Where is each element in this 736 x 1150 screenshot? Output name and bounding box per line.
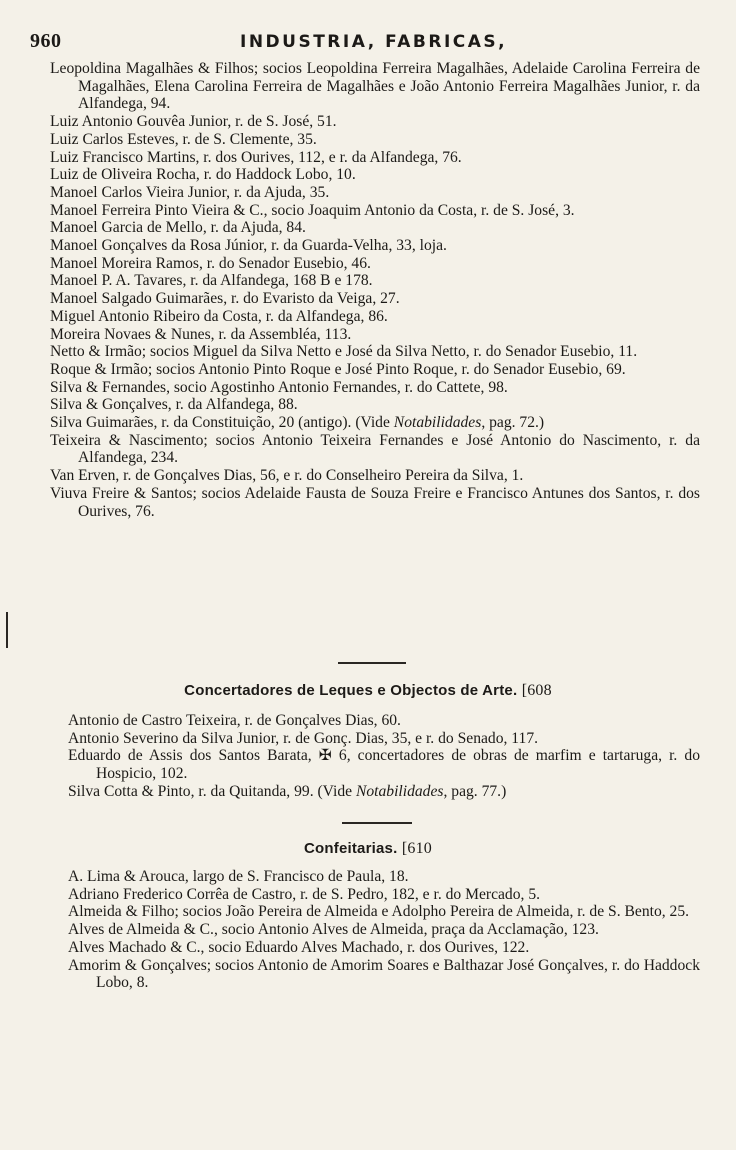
list-item: Silva & Gonçalves, r. da Alfandega, 88. (50, 396, 298, 414)
list-item: Manoel Ferreira Pinto Vieira & C., socio Joaquim Antonio da Costa, r. de S. José, 3. (50, 201, 575, 219)
list-item: Antonio de Castro Teixeira, r. de Gonçalves Dias, 60. (68, 712, 401, 729)
list-item: Manoel Salgado Guimarães, r. do Evaristo da Veiga, 27. (50, 290, 400, 308)
list-item: Viuva Freire & Santos; socios Adelaide Fausta de Souza Freire e Francisco Antunes dos Santos, r. dos Ourives, 76. (50, 484, 700, 520)
list-item: Manoel Gonçalves da Rosa Júnior, r. da Guarda-Velha, 33, loja. (50, 237, 447, 255)
list-item: Teixeira & Nascimento; socios Antonio Teixeira Fernandes e José Antonio do Nascimento, r. da Alfandega, 234. (50, 431, 700, 467)
list-item: Leopoldina Magalhães & Filhos; socios Leopoldina Ferreira Magalhães, Adelaide Carolina Ferreira de Magalhães, Elena Carolina Ferreira de Magalhães e João Antonio Ferreira Magalhães Junior, r. da Alfandega, 94. (50, 60, 700, 113)
list-item: A. Lima & Arouca, largo de S. Francisco de Paula, 18. (68, 868, 409, 885)
list-item: Amorim & Gonçalves; socios Antonio de Amorim Soares e Balthazar José Gonçalves, r. do Haddock Lobo, 8. (68, 956, 700, 992)
list-item: Manoel Carlos Vieira Junior, r. da Ajuda, 35. (50, 183, 330, 201)
section-title: Confeitarias. (304, 840, 398, 857)
list-item: Adriano Frederico Corrêa de Castro, r. de S. Pedro, 182, e r. do Mercado, 5. (68, 885, 541, 903)
list-item: Eduardo de Assis dos Santos Barata, ✠ 6, concertadores de obras de marfim e tartaruga, r. do Hospicio, 102. (68, 747, 700, 783)
list-item: Silva & Fernandes, socio Agostinho Antonio Fernandes, r. do Cattete, 98. (50, 378, 508, 396)
top-entries-block (50, 60, 700, 520)
section-entries-block (68, 868, 700, 992)
list-item: Luiz Antonio Gouvêa Junior, r. de S. José, 51. (50, 113, 337, 131)
list-item: Alves de Almeida & C., socio Antonio Alves de Almeida, praça da Acclamação, 123. (68, 921, 599, 939)
note-reference: Notabilidades (393, 414, 482, 432)
entry-text: , pag. 77.) (443, 782, 507, 800)
section-code: [610 (401, 840, 432, 857)
entry-text: Silva Guimarães, r. da Constituição, 20 (antigo). (Vide (50, 414, 394, 432)
section-heading (0, 682, 736, 700)
section-title: Concertadores de Leques e Objectos de Arte. (184, 682, 518, 699)
list-item: Miguel Antonio Ribeiro da Costa, r. da Alfandega, 86. (50, 307, 388, 325)
list-item-with-note (50, 414, 700, 432)
margin-mark (6, 612, 8, 648)
list-item: Netto & Irmão; socios Miguel da Silva Netto e José da Silva Netto, r. do Senador Eusebio, 11. (50, 343, 638, 361)
list-item-with-note (68, 783, 700, 801)
entry-text: Silva Cotta & Pinto, r. da Quitanda, 99. (Vide (68, 782, 356, 800)
list-item: Van Erven, r. de Gonçalves Dias, 56, e r. do Conselheiro Pereira da Silva, 1. (50, 467, 524, 485)
note-reference: Notabilidades (355, 782, 444, 800)
page-number: 960 (30, 30, 62, 52)
section-code: [608 (521, 682, 552, 699)
section-heading (0, 840, 736, 858)
list-item: Roque & Irmão; socios Antonio Pinto Roque e José Pinto Roque, r. do Senador Eusebio, 69. (50, 360, 626, 378)
list-item: Alves Machado & C., socio Eduardo Alves Machado, r. dos Ourives, 122. (68, 938, 530, 956)
list-item: Luiz Francisco Martins, r. dos Ourives, 112, e r. da Alfandega, 76. (50, 148, 462, 166)
list-item: Manoel Garcia de Mello, r. da Ajuda, 84. (50, 219, 306, 237)
list-item: Antonio Severino da Silva Junior, r. de Gonç. Dias, 35, e r. do Senado, 117. (68, 729, 539, 747)
running-title: INDUSTRIA, FABRICAS, (240, 32, 508, 52)
list-item: Manoel P. A. Tavares, r. da Alfandega, 168 B e 178. (50, 272, 373, 290)
list-item: Luiz Carlos Esteves, r. de S. Clemente, 35. (50, 130, 317, 148)
list-item: Almeida & Filho; socios João Pereira de Almeida e Adolpho Pereira de Almeida, r. de S. Bento, 25. (68, 903, 690, 921)
list-item: Manoel Moreira Ramos, r. do Senador Eusebio, 46. (50, 254, 371, 272)
entry-text: , pag. 72.) (481, 414, 545, 432)
list-item: Moreira Novaes & Nunes, r. da Assembléa, 113. (50, 325, 352, 343)
page-header (30, 30, 706, 60)
list-item: Luiz de Oliveira Rocha, r. do Haddock Lobo, 10. (50, 166, 356, 184)
section-entries-block (68, 712, 700, 801)
section-divider (342, 822, 412, 824)
section-divider (338, 662, 406, 664)
